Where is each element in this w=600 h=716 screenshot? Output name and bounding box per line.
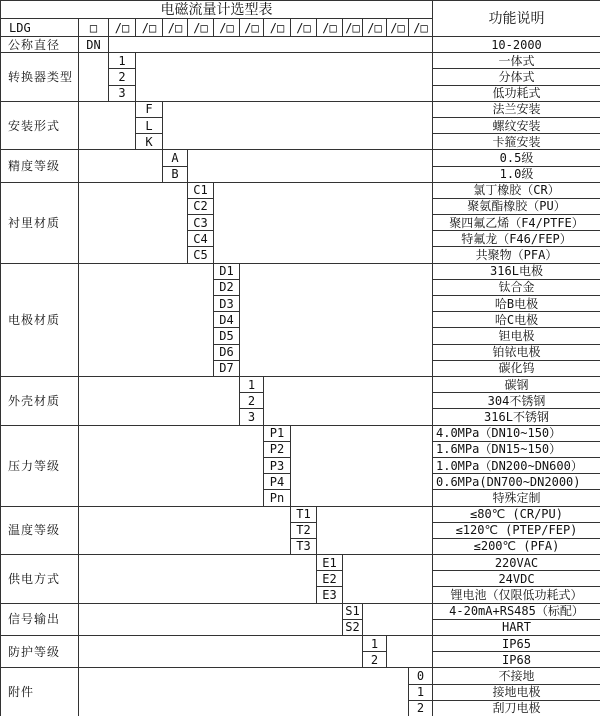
description-cell-2-0: 法兰安装 xyxy=(433,102,600,118)
code-cell-12-1: 1 xyxy=(409,685,433,701)
model-prefix: LDG xyxy=(1,19,79,37)
description-cell-1-1: 分体式 xyxy=(433,69,600,85)
section-label-8: 温度等级 xyxy=(1,507,79,556)
code-cell-8-1: T2 xyxy=(291,523,317,539)
blank-left-8 xyxy=(79,507,291,556)
code-cell-3-0: A xyxy=(163,150,188,166)
blank-right-6 xyxy=(264,377,433,426)
table-title: 电磁流量计选型表 xyxy=(1,1,433,19)
description-cell-5-6: 碳化钨 xyxy=(433,361,600,377)
code-cell-4-1: C2 xyxy=(188,199,214,215)
blank-right-11 xyxy=(387,636,433,668)
description-cell-7-3: 0.6MPa(DN700~DN2000) xyxy=(433,474,600,490)
code-cell-7-1: P2 xyxy=(264,442,291,458)
description-cell-6-0: 碳钢 xyxy=(433,377,600,393)
section-label-11: 防护等级 xyxy=(1,636,79,668)
model-slot-6: /□ xyxy=(240,19,264,37)
code-cell-5-3: D4 xyxy=(214,312,240,328)
code-cell-9-0: E1 xyxy=(317,555,343,571)
code-cell-1-1: 2 xyxy=(109,69,136,85)
section-label-3: 精度等级 xyxy=(1,150,79,182)
code-cell-10-0: S1 xyxy=(343,604,363,620)
section-label-12: 附件 xyxy=(1,668,79,716)
blank-left-1 xyxy=(79,53,109,102)
code-cell-6-0: 1 xyxy=(240,377,264,393)
description-cell-5-1: 钛合金 xyxy=(433,280,600,296)
blank-left-4 xyxy=(79,183,188,264)
description-cell-7-4: 特殊定制 xyxy=(433,490,600,506)
description-cell-11-1: IP68 xyxy=(433,652,600,668)
description-cell-12-0: 不接地 xyxy=(433,668,600,684)
model-slot-12: /□ xyxy=(387,19,409,37)
description-cell-3-1: 1.0级 xyxy=(433,167,600,183)
section-label-0: 公称直径 xyxy=(1,37,79,53)
description-cell-5-4: 钽电极 xyxy=(433,328,600,344)
description-cell-4-2: 聚四氟乙烯（F4/PTFE） xyxy=(433,215,600,231)
blank-right-0 xyxy=(109,37,433,53)
model-slot-5: /□ xyxy=(214,19,240,37)
code-cell-4-4: C5 xyxy=(188,247,214,263)
blank-right-3 xyxy=(188,150,433,182)
description-cell-4-4: 共聚物（PFA） xyxy=(433,247,600,263)
blank-right-5 xyxy=(240,264,433,377)
description-cell-8-0: ≤80℃ (CR/PU) xyxy=(433,507,600,523)
blank-right-10 xyxy=(363,604,433,636)
code-cell-8-2: T3 xyxy=(291,539,317,555)
blank-left-9 xyxy=(79,555,317,604)
blank-left-6 xyxy=(79,377,240,426)
code-cell-2-2: K xyxy=(136,134,163,150)
description-cell-4-3: 特氟龙（F46/FEP） xyxy=(433,231,600,247)
description-cell-6-1: 304不锈钢 xyxy=(433,393,600,409)
code-cell-1-0: 1 xyxy=(109,53,136,69)
section-label-2: 安装形式 xyxy=(1,102,79,151)
code-cell-2-1: L xyxy=(136,118,163,134)
description-cell-10-1: HART xyxy=(433,620,600,636)
description-cell-9-0: 220VAC xyxy=(433,555,600,571)
blank-left-7 xyxy=(79,426,264,507)
blank-right-4 xyxy=(214,183,433,264)
description-cell-10-0: 4-20mA+RS485（标配） xyxy=(433,604,600,620)
description-cell-6-2: 316L不锈钢 xyxy=(433,409,600,425)
model-slot-3: /□ xyxy=(163,19,188,37)
blank-left-5 xyxy=(79,264,214,377)
model-slot-8: /□ xyxy=(291,19,317,37)
section-label-5: 电极材质 xyxy=(1,264,79,377)
code-cell-7-2: P3 xyxy=(264,458,291,474)
code-cell-12-2: 2 xyxy=(409,701,433,716)
code-cell-5-4: D5 xyxy=(214,328,240,344)
description-cell-7-1: 1.6MPa（DN15~150） xyxy=(433,442,600,458)
description-cell-5-3: 哈C电极 xyxy=(433,312,600,328)
code-cell-9-2: E3 xyxy=(317,587,343,603)
description-cell-4-0: 氯丁橡胶（CR） xyxy=(433,183,600,199)
code-cell-7-0: P1 xyxy=(264,426,291,442)
model-box-cell: □ xyxy=(79,19,109,37)
section-label-10: 信号输出 xyxy=(1,604,79,636)
blank-right-8 xyxy=(317,507,433,556)
code-cell-0-0: DN xyxy=(79,37,109,53)
blank-right-1 xyxy=(136,53,433,102)
blank-left-10 xyxy=(79,604,343,636)
code-cell-6-1: 2 xyxy=(240,393,264,409)
description-cell-1-2: 低功耗式 xyxy=(433,86,600,102)
description-cell-7-2: 1.0MPa（DN200~DN600） xyxy=(433,458,600,474)
code-cell-5-2: D3 xyxy=(214,296,240,312)
description-cell-4-1: 聚氨酯橡胶（PU） xyxy=(433,199,600,215)
section-label-9: 供电方式 xyxy=(1,555,79,604)
description-cell-2-2: 卡箍安装 xyxy=(433,134,600,150)
code-cell-3-1: B xyxy=(163,167,188,183)
description-cell-9-2: 锂电池（仅限低功耗式） xyxy=(433,587,600,603)
model-slot-4: /□ xyxy=(188,19,214,37)
code-cell-5-1: D2 xyxy=(214,280,240,296)
code-cell-2-0: F xyxy=(136,102,163,118)
model-slot-7: /□ xyxy=(264,19,291,37)
model-slot-1: /□ xyxy=(109,19,136,37)
code-cell-10-1: S2 xyxy=(343,620,363,636)
model-slot-2: /□ xyxy=(136,19,163,37)
blank-right-7 xyxy=(291,426,433,507)
description-cell-8-1: ≤120℃ (PTEP/FEP) xyxy=(433,523,600,539)
code-cell-1-2: 3 xyxy=(109,86,136,102)
description-cell-8-2: ≤200℃ (PFA) xyxy=(433,539,600,555)
code-cell-7-3: P4 xyxy=(264,474,291,490)
code-cell-5-0: D1 xyxy=(214,264,240,280)
description-cell-12-2: 刮刀电极 xyxy=(433,701,600,716)
blank-right-2 xyxy=(163,102,433,151)
section-label-7: 压力等级 xyxy=(1,426,79,507)
description-cell-5-0: 316L电极 xyxy=(433,264,600,280)
description-cell-5-2: 哈B电极 xyxy=(433,296,600,312)
blank-left-11 xyxy=(79,636,363,668)
description-cell-0-0: 10-2000 xyxy=(433,37,600,53)
blank-left-3 xyxy=(79,150,163,182)
model-slot-13: /□ xyxy=(409,19,433,37)
code-cell-4-0: C1 xyxy=(188,183,214,199)
blank-right-9 xyxy=(343,555,433,604)
code-cell-5-6: D7 xyxy=(214,361,240,377)
section-label-6: 外壳材质 xyxy=(1,377,79,426)
code-cell-12-0: 0 xyxy=(409,668,433,684)
code-cell-5-5: D6 xyxy=(214,345,240,361)
blank-left-12 xyxy=(79,668,409,716)
code-cell-9-1: E2 xyxy=(317,571,343,587)
section-label-1: 转换器类型 xyxy=(1,53,79,102)
description-cell-5-5: 铂铱电极 xyxy=(433,345,600,361)
code-cell-4-2: C3 xyxy=(188,215,214,231)
code-cell-7-4: Pn xyxy=(264,490,291,506)
description-cell-11-0: IP65 xyxy=(433,636,600,652)
code-cell-4-3: C4 xyxy=(188,231,214,247)
description-cell-2-1: 螺纹安装 xyxy=(433,118,600,134)
description-cell-9-1: 24VDC xyxy=(433,571,600,587)
description-cell-1-0: 一体式 xyxy=(433,53,600,69)
code-cell-8-0: T1 xyxy=(291,507,317,523)
model-slot-9: /□ xyxy=(317,19,343,37)
function-column-header: 功能说明 xyxy=(433,1,600,37)
code-cell-6-2: 3 xyxy=(240,409,264,425)
description-cell-7-0: 4.0MPa（DN10~150） xyxy=(433,426,600,442)
description-cell-12-1: 接地电极 xyxy=(433,685,600,701)
code-cell-11-0: 1 xyxy=(363,636,387,652)
code-cell-11-1: 2 xyxy=(363,652,387,668)
model-slot-11: /□ xyxy=(363,19,387,37)
description-cell-3-0: 0.5级 xyxy=(433,150,600,166)
blank-left-2 xyxy=(79,102,136,151)
model-slot-10: /□ xyxy=(343,19,363,37)
section-label-4: 衬里材质 xyxy=(1,183,79,264)
